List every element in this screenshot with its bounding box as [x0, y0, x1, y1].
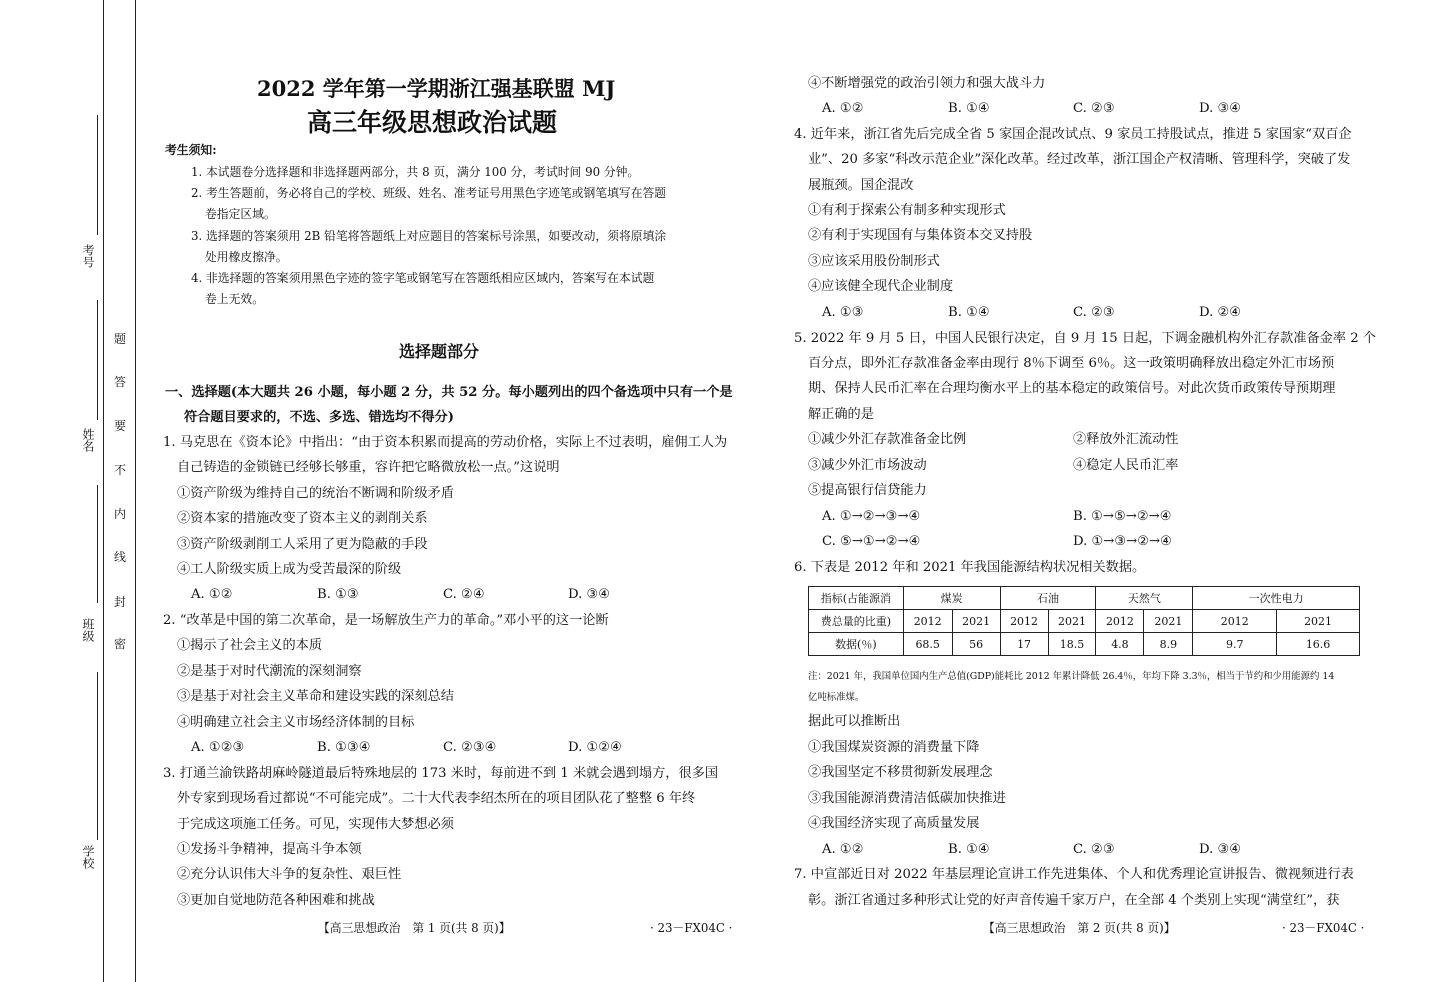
exam-title-line1: 2022 学年第一学期浙江强基联盟 MJ [257, 76, 616, 101]
q2-item: ④明确建立社会主义市场经济体制的目标 [177, 715, 415, 730]
q5-item: ④稳定人民币汇率 [1073, 458, 1179, 473]
q5-item: ①减少外汇存款准备金比例 [808, 432, 967, 447]
q4-stem: 4. 近年来，浙江省先后完成全省 5 家国企混改试点、9 家员工持股试点，推进 5 家国家“双百企 [794, 127, 1352, 142]
q1-stem: 1. 马克思在《资本论》中指出：“由于资本积累而提高的劳动价格，实际上不过表明，雇佣工人为 [163, 435, 728, 450]
table-year-cell: 2021 [1277, 610, 1360, 633]
q6-item: ②我国坚定不移贯彻新发展理念 [808, 765, 993, 780]
q6-stem: 6. 下表是 2012 年和 2021 年我国能源结构状况相关数据。 [794, 560, 1146, 575]
class-blank[interactable] [97, 485, 98, 603]
q1-item: ②资本家的措施改变了资本主义的剥削关系 [177, 511, 428, 526]
notice-line: 卷上无效。 [205, 292, 264, 306]
table-value-cell: 68.5 [903, 633, 952, 656]
q1-option-a[interactable]: A. ①② [191, 587, 233, 602]
seal-char: 密 [113, 637, 126, 651]
table-group-header: 煤炭 [903, 587, 1000, 610]
table-year-cell: 2021 [952, 610, 1000, 633]
q2-stem: 2. “改革是中国的第二次革命，是一场解放生产力的革命。”邓小平的这一论断 [163, 613, 609, 628]
q2-option-b[interactable]: B. ①③④ [317, 740, 371, 755]
exam-title-line2: 高三年级思想政治试题 [307, 108, 558, 137]
q4-item: ④应该健全现代企业制度 [808, 279, 954, 294]
footer-left-title: 【高三思想政治 第 1 页(共 8 页)】 [318, 921, 511, 935]
q2-option-c[interactable]: C. ②③④ [443, 740, 497, 755]
q4-stem: 业”、20 多家“科改示范企业”深化改革。经过改革，浙江国企产权清晰、管理科学，突破了发 [808, 152, 1351, 167]
q4-option-a[interactable]: A. ①③ [822, 305, 864, 320]
q4-option-c[interactable]: C. ②③ [1073, 305, 1115, 320]
notice-heading: 考生须知: [165, 143, 217, 157]
q2-option-a[interactable]: A. ①②③ [191, 740, 245, 755]
notice-line: 处用橡皮擦净。 [205, 250, 288, 264]
seal-char: 封 [113, 595, 126, 609]
q2-item: ①揭示了社会主义的本质 [177, 638, 323, 653]
q5-item: ⑤提高银行信贷能力 [808, 483, 927, 498]
exam-no-blank[interactable] [97, 115, 98, 235]
q5-stem: 5. 2022 年 9 月 5 日，中国人民银行决定，自 9 月 15 日起，下调金融机构外汇存款准备金率 2 个 [794, 331, 1376, 346]
energy-structure-table [808, 586, 1360, 656]
table-value-cell: 8.9 [1144, 633, 1193, 656]
footer-right-code: · 23－FX04C · [1282, 921, 1365, 935]
seal-char: 题 [113, 332, 126, 346]
table-year-cell: 2012 [1096, 610, 1144, 633]
q3-option-d[interactable]: D. ③④ [1199, 101, 1242, 116]
footer-right-title: 【高三思想政治 第 2 页(共 8 页)】 [983, 921, 1176, 935]
q3-item: ①发扬斗争精神，提高斗争本领 [177, 842, 362, 857]
q3-stem: 外专家到现场看过都说“不可能完成”。二十大代表李绍杰所在的项目团队花了整整 6 年终 [177, 791, 696, 806]
q6-option-a[interactable]: A. ①② [822, 842, 864, 857]
q3-option-b[interactable]: B. ①④ [948, 101, 990, 116]
school-label: 学校 [81, 845, 95, 869]
table-year-cell: 2012 [1193, 610, 1277, 633]
table-group-header: 石油 [1000, 587, 1096, 610]
q6-item: ④我国经济实现了高质量发展 [808, 816, 980, 831]
exam-no-label: 考号 [81, 244, 95, 268]
q1-item: ③资产阶级剥削工人采用了更为隐蔽的手段 [177, 537, 428, 552]
q6-note: 亿吨标准煤。 [808, 692, 865, 703]
q4-option-b[interactable]: B. ①④ [948, 305, 990, 320]
q6-option-b[interactable]: B. ①④ [948, 842, 990, 857]
q5-item: ③减少外汇市场波动 [808, 458, 927, 473]
q5-option-a[interactable]: A. ①→②→③→④ [822, 509, 921, 524]
table-group-header: 一次性电力 [1193, 587, 1360, 610]
q5-stem: 解正确的是 [808, 407, 874, 422]
q1-option-d[interactable]: D. ③④ [568, 587, 611, 602]
table-value-cell: 4.8 [1096, 633, 1144, 656]
q5-item: ②释放外汇流动性 [1073, 432, 1179, 447]
table-header-cell: 费总量的比重) [809, 610, 904, 633]
table-value-cell: 56 [952, 633, 1000, 656]
q3-stem: 3. 打通兰渝铁路胡麻岭隧道最后特殊地层的 173 米时，每前进不到 1 米就会遇到塌方，很多国 [163, 766, 719, 781]
section-title: 选择题部分 [399, 342, 480, 361]
q1-option-b[interactable]: B. ①③ [317, 587, 359, 602]
q6-note: 注：2021 年，我国单位国内生产总值(GDP)能耗比 2012 年累计降低 26.4％，年均下降 3.3％，相当于节约和少用能源约 14 [808, 671, 1335, 682]
q2-option-d[interactable]: D. ①②④ [568, 740, 622, 755]
q4-item: ③应该采用股份制形式 [808, 254, 940, 269]
q6-lead: 据此可以推断出 [808, 714, 901, 729]
q3-option-c[interactable]: C. ②③ [1073, 101, 1115, 116]
q5-option-c[interactable]: C. ⑤→①→②→④ [822, 534, 921, 549]
binding-line-inner [103, 0, 104, 982]
table-header-cell: 指标(占能源消 [809, 587, 904, 610]
table-value-cell: 9.7 [1193, 633, 1277, 656]
q1-item: ④工人阶级实质上成为受苦最深的阶级 [177, 562, 402, 577]
notice-line: 4. 非选择题的答案须用黑色字迹的签字笔或钢笔写在答题纸相应区域内，答案写在本试题 [191, 271, 655, 285]
q4-option-d[interactable]: D. ②④ [1199, 305, 1242, 320]
q5-option-d[interactable]: D. ①→③→②→④ [1073, 534, 1172, 549]
table-value-cell: 17 [1000, 633, 1048, 656]
class-label: 班级 [81, 618, 95, 642]
seal-char: 内 [113, 507, 126, 521]
q3-item: ②充分认识伟大斗争的复杂性、艰巨性 [177, 867, 402, 882]
q6-item: ③我国能源消费清洁低碳加快推进 [808, 791, 1006, 806]
table-value-cell: 18.5 [1048, 633, 1096, 656]
q3-item: ④不断增强党的政治引领力和强大战斗力 [808, 76, 1046, 91]
q4-item: ②有利于实现国有与集体资本交叉持股 [808, 228, 1033, 243]
q4-item: ①有利于探索公有制多种实现形式 [808, 203, 1006, 218]
q1-stem: 自己铸造的金锁链已经够长够重，容许把它略微放松一点。”这说明 [177, 460, 560, 475]
q5-stem: 百分点，即外汇存款准备金率由现行 8％下调至 6％。这一政策明确释放出稳定外汇市场预 [808, 356, 1335, 371]
school-blank[interactable] [97, 672, 98, 840]
name-blank[interactable] [97, 300, 98, 420]
q7-stem: 7. 中宣部近日对 2022 年基层理论宣讲工作先进集体、个人和优秀理论宣讲报告、微视频进行表 [794, 867, 1354, 882]
part1-instruction: 一、选择题(本大题共 26 小题，每小题 2 分，共 52 分。每小题列出的四个备选项中只有一个是 [165, 385, 733, 400]
table-row [809, 587, 1360, 610]
q2-item: ②是基于对时代潮流的深刻洞察 [177, 664, 362, 679]
notice-line: 1. 本试题卷分选择题和非选择题两部分，共 8 页，满分 100 分，考试时间 90 分钟。 [191, 165, 640, 179]
q1-item: ①资产阶级为维持自己的统治不断调和阶级矛盾 [177, 486, 454, 501]
q3-stem: 于完成这项施工任务。可见，实现伟大梦想必须 [177, 817, 454, 832]
seal-char: 答 [113, 375, 126, 389]
footer-left-code: · 23－FX04C · [650, 921, 733, 935]
q4-stem: 展瓶颈。国企混改 [808, 178, 914, 193]
q5-stem: 期、保持人民币汇率在合理均衡水平上的基本稳定的政策信号。对此次货币政策传导预期理 [808, 381, 1336, 396]
q3-item: ③更加自觉地防范各种困难和挑战 [177, 893, 375, 908]
table-year-cell: 2021 [1144, 610, 1193, 633]
q3-option-a[interactable]: A. ①② [822, 101, 864, 116]
seal-char: 线 [113, 550, 126, 564]
notice-line: 3. 选择题的答案须用 2B 铅笔将答题纸上对应题目的答案标号涂黑，如要改动，须将原填涂 [191, 229, 667, 243]
part1-instruction: 符合题目要求的，不选、多选、错选均不得分) [184, 410, 454, 425]
name-label: 姓名 [81, 428, 95, 452]
q7-stem: 彰。浙江省通过多种形式让党的好声音传遍千家万户，在全部 4 个类别上实现“满堂红”，获 [808, 893, 1340, 908]
table-row-label: 数据(％) [809, 633, 904, 656]
table-row [809, 633, 1360, 656]
seal-char: 不 [113, 463, 126, 477]
q1-option-c[interactable]: C. ②④ [443, 587, 485, 602]
notice-line: 2. 考生答题前，务必将自己的学校、班级、姓名、准考证号用黑色字迹笔或钢笔填写在答题 [191, 186, 667, 200]
table-value-cell: 16.6 [1277, 633, 1360, 656]
binding-line-outer [135, 0, 136, 982]
table-row [809, 610, 1360, 633]
q6-item: ①我国煤炭资源的消费量下降 [808, 740, 980, 755]
table-group-header: 天然气 [1096, 587, 1193, 610]
q5-option-b[interactable]: B. ①→⑤→②→④ [1073, 509, 1172, 524]
q6-option-c[interactable]: C. ②③ [1073, 842, 1115, 857]
seal-char: 要 [113, 419, 126, 433]
table-year-cell: 2021 [1048, 610, 1096, 633]
table-year-cell: 2012 [903, 610, 952, 633]
q2-item: ③是基于对社会主义革命和建设实践的深刻总结 [177, 689, 454, 704]
table-year-cell: 2012 [1000, 610, 1048, 633]
notice-line: 卷指定区域。 [205, 207, 276, 221]
q6-option-d[interactable]: D. ③④ [1199, 842, 1242, 857]
